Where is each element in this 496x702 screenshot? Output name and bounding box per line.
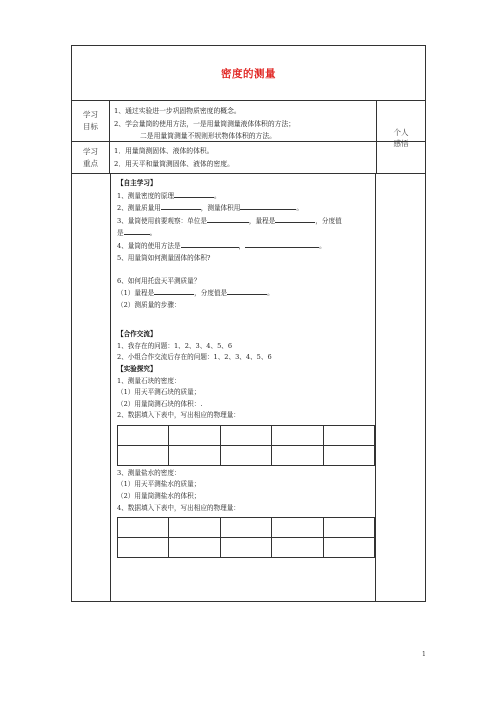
- blank-q6-range[interactable]: [154, 287, 194, 295]
- salt-step-2: （2）用量筒测盐水的体积；: [117, 492, 201, 501]
- focus-line-2: 2．用天平和量筒测固体、液体的密度。: [114, 159, 234, 168]
- salt-data-table: [117, 517, 375, 558]
- reflection-label-line2: 感悟: [393, 138, 409, 148]
- stone-table-note: 2、数据填入下表中，写出相应的物理量：: [117, 411, 240, 420]
- blank-q2-mass[interactable]: [161, 202, 201, 210]
- q4-line: 4、量筒的使用方法是 ， 。: [117, 241, 326, 250]
- self-study-header: 【自主学习】: [117, 179, 157, 187]
- q1-line: 1、测量密度的原理 。: [117, 191, 221, 200]
- table-cell[interactable]: [220, 518, 271, 538]
- table-cell[interactable]: [169, 445, 220, 465]
- table-cell[interactable]: [220, 445, 271, 465]
- blank-q4-a[interactable]: [181, 240, 239, 248]
- q6-1-line: （1）量程是 ，分度值是 。: [117, 289, 274, 298]
- blank-q2-volume[interactable]: [240, 202, 296, 210]
- goals-label-line2: 目标: [83, 122, 98, 131]
- table-row: [118, 518, 375, 538]
- focus-line-1: 1．用量筒测固体、液体的体积。: [114, 147, 214, 155]
- table-cell[interactable]: [169, 518, 220, 538]
- table-cell[interactable]: [323, 445, 374, 465]
- goals-label: [72, 101, 110, 141]
- table-cell[interactable]: [272, 518, 323, 538]
- blank-q6-division[interactable]: [227, 287, 267, 295]
- page-title: 密度的测量: [221, 67, 276, 80]
- main-content-cell: [110, 174, 376, 601]
- stone-title: 1、测量石块的密度：: [117, 376, 181, 385]
- goal-line-2: 2、学会量筒的使用方法，一是用量筒测量液体体积的方法；: [114, 119, 296, 128]
- focus-label: [72, 142, 110, 173]
- focus-label-line1: 学习: [83, 146, 98, 156]
- table-row: [118, 425, 375, 445]
- worksheet-frame: [71, 45, 426, 602]
- table-cell[interactable]: [169, 538, 220, 558]
- table-cell[interactable]: [118, 425, 169, 445]
- salt-title: 3、测量盐水的密度：: [117, 468, 181, 477]
- q3-line: 3、量筒使用前要观察：单位是 ，量程是 ，分度值: [117, 216, 342, 225]
- table-row: [118, 538, 375, 558]
- table-cell[interactable]: [323, 538, 374, 558]
- blank-q4-b[interactable]: [245, 240, 319, 248]
- goal-line-1: 1、通过实验进一步巩固物质密度的概念。: [114, 107, 241, 115]
- salt-table-note: 4、数据填入下表中，写出相应的物理量：: [117, 503, 240, 512]
- goals-row: [72, 101, 425, 142]
- table-cell[interactable]: [272, 425, 323, 445]
- table-cell[interactable]: [169, 425, 220, 445]
- coop-header: 【合作交流】: [117, 330, 157, 339]
- table-row: [118, 445, 375, 465]
- blank-q3-range[interactable]: [275, 215, 315, 223]
- q2-line: 2、测量质量用 ，测量体积用 。: [117, 204, 303, 213]
- coop-line-2: 2、小组合作交流后存在的问题：1、2、3、4、5、6: [117, 353, 272, 362]
- q6-line: 6、如何用托盘天平测质量？: [117, 276, 201, 285]
- focus-row: [72, 142, 425, 174]
- page-number: 1: [422, 651, 426, 658]
- table-cell[interactable]: [118, 538, 169, 558]
- coop-line-1: 1、我存在的问题：1、2、3、4、5、6: [117, 341, 233, 350]
- table-cell[interactable]: [323, 518, 374, 538]
- title-row: [72, 46, 425, 101]
- goals-content: [114, 105, 295, 143]
- table-cell[interactable]: [220, 538, 271, 558]
- focus-label-line2: 重点: [83, 158, 98, 168]
- table-cell[interactable]: [323, 425, 374, 445]
- q3-line-2: 是 。: [117, 229, 157, 238]
- q5-line: 5、用量筒如何测量固体的体积?: [117, 253, 211, 262]
- focus-content: [114, 145, 234, 170]
- blank-q1[interactable]: [174, 190, 214, 198]
- experiment-header: 【实验探究】: [117, 364, 157, 373]
- reflection-label-line1: 个人: [393, 127, 409, 137]
- goal-line-3: 二是用量筒测量不规则形状物体体积的方法。: [140, 132, 276, 140]
- blank-q3-unit[interactable]: [207, 215, 249, 223]
- q6-2-line: （2）测质量的步骤：: [117, 300, 181, 309]
- stone-data-table: [117, 425, 375, 466]
- table-cell[interactable]: [272, 538, 323, 558]
- goals-label-line1: 学习: [83, 110, 98, 119]
- personal-reflection-cell: [376, 101, 425, 174]
- stone-step-2: （2）用量筒测石块的体积：.: [117, 399, 203, 408]
- blank-q3-division[interactable]: [124, 227, 150, 235]
- main-content: [117, 178, 373, 560]
- stone-step-1: （1）用天平测石块的质量；: [117, 388, 201, 397]
- table-cell[interactable]: [118, 445, 169, 465]
- salt-step-1: （1）用天平测盐水的质量；: [117, 480, 201, 489]
- table-cell[interactable]: [220, 425, 271, 445]
- table-cell[interactable]: [118, 518, 169, 538]
- table-cell[interactable]: [272, 445, 323, 465]
